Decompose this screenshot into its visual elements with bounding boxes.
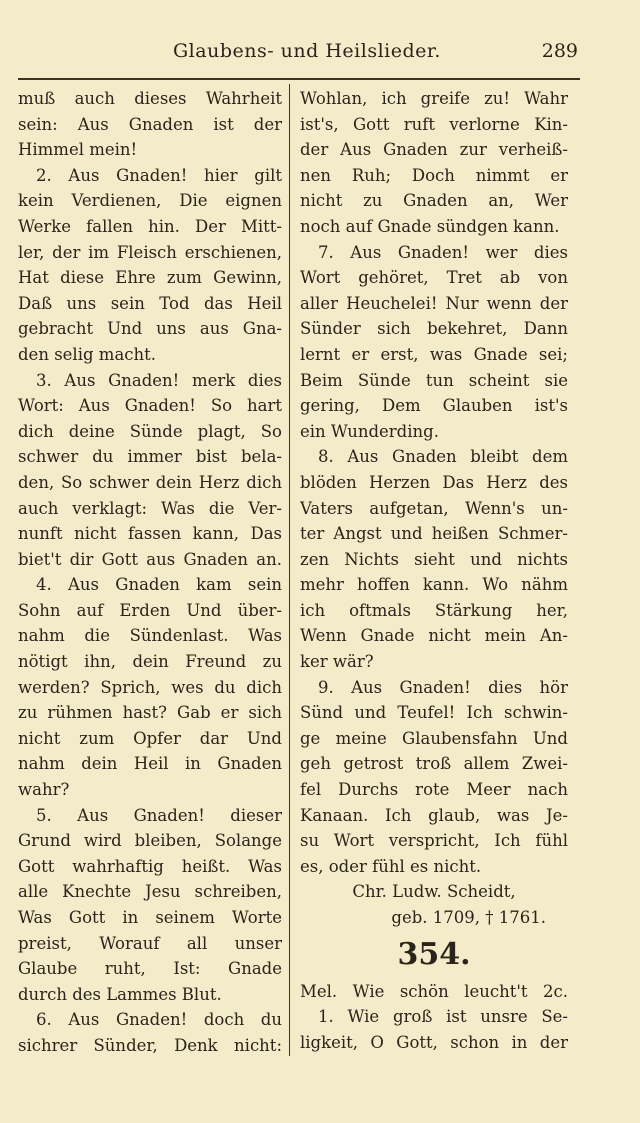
text-line: nicht zum Opfer dar Und bbox=[18, 728, 282, 748]
text-line: sein: Aus Gnaden ist der bbox=[18, 114, 282, 134]
text-line: es, oder fühl es nicht. bbox=[300, 856, 482, 876]
text-line: ler, der im Fleisch erschienen, bbox=[18, 242, 282, 262]
text-line: Hat diese Ehre zum Gewinn, bbox=[18, 268, 282, 288]
text-line: alle Knechte Jesu schreiben, bbox=[18, 882, 282, 902]
text-line: werden? Sprich, wes du dich bbox=[18, 677, 282, 697]
text-line: aller Heuchelei! Nur wenn der bbox=[300, 293, 568, 313]
text-line: gering, Dem Glauben ist's bbox=[300, 396, 568, 416]
text-line: nunft nicht fassen kann, Das bbox=[18, 524, 282, 544]
text-line: mehr hoffen kann. Wo nähm bbox=[300, 575, 568, 595]
text-line: 9. Aus Gnaden! dies hör bbox=[318, 677, 568, 697]
text-line: 4. Aus Gnaden kam sein bbox=[36, 575, 282, 595]
author-name: Chr. Ludw. Scheidt, bbox=[352, 882, 516, 902]
text-line: Wort gehöret, Tret ab von bbox=[300, 268, 568, 288]
text-line: Wohlan, ich greife zu! Wahr bbox=[300, 89, 568, 108]
text-line: ker wär? bbox=[300, 652, 374, 672]
text-line: Kanaan. Ich glaub, was Je- bbox=[300, 805, 568, 825]
text-line: geh getrost troß allem Zwei- bbox=[300, 754, 568, 774]
text-line: 2. Aus Gnaden! hier gilt bbox=[36, 165, 282, 185]
text-line: durch des Lammes Blut. bbox=[18, 984, 222, 1004]
text-line: Wort: Aus Gnaden! So hart bbox=[18, 396, 282, 416]
text-line: 8. Aus Gnaden bleibt dem bbox=[318, 447, 568, 467]
running-title: Glaubens- und Heilslieder. bbox=[173, 40, 441, 62]
text-line: nahm die Sündenlast. Was bbox=[18, 626, 282, 646]
text-line: sichrer Sünder, Denk nicht: bbox=[18, 1035, 282, 1055]
text-line: 1. Wie groß ist unsre Se- bbox=[318, 1007, 568, 1027]
text-line: 6. Aus Gnaden! doch du bbox=[36, 1010, 282, 1030]
text-line: Werke fallen hin. Der Mitt- bbox=[18, 216, 282, 236]
text-line: Vaters aufgetan, Wenn's un- bbox=[300, 498, 568, 518]
text-line: zu rühmen hast? Gab er sich bbox=[18, 703, 282, 723]
text-line: ist's, Gott ruft verlorne Kin- bbox=[300, 114, 568, 134]
text-line: nötigt ihn, dein Freund zu bbox=[18, 652, 282, 672]
author-dates: geb. 1709, † 1761. bbox=[391, 908, 546, 927]
text-line: Himmel mein! bbox=[18, 140, 138, 160]
text-line: 7. Aus Gnaden! wer dies bbox=[318, 242, 568, 262]
text-line: Sünder sich bekehret, Dann bbox=[300, 319, 568, 339]
text-line: wahr? bbox=[18, 780, 70, 800]
header-rule bbox=[18, 78, 580, 80]
text-line: ter Angst und heißen Schmer- bbox=[300, 524, 568, 544]
text-line: 3. Aus Gnaden! merk dies bbox=[36, 370, 282, 390]
text-line: Beim Sünde tun scheint sie bbox=[300, 370, 568, 390]
text-line: den selig macht. bbox=[18, 344, 157, 364]
text-line: der Aus Gnaden zur verheiß- bbox=[300, 140, 568, 160]
text-line: auch verklagt: Was die Ver- bbox=[18, 498, 282, 518]
melody-line: Mel. Wie schön leucht't 2c. bbox=[300, 981, 568, 1001]
text-line: nen Ruh; Doch nimmt er bbox=[300, 165, 568, 185]
text-line: ge meine Glaubensfahn Und bbox=[300, 728, 568, 748]
text-line: ligkeit, O Gott, schon in der bbox=[300, 1032, 568, 1052]
text-line: Sohn auf Erden Und über- bbox=[18, 600, 282, 620]
text-line: den, So schwer dein Herz dich bbox=[18, 472, 282, 492]
text-line: gebracht Und uns aus Gna- bbox=[18, 319, 282, 339]
text-line: lernt er erst, was Gnade sei; bbox=[300, 344, 568, 364]
text-line: fel Durchs rote Meer nach bbox=[300, 780, 568, 800]
text-line: su Wort verspricht, Ich fühl bbox=[300, 831, 568, 851]
text-line: nahm dein Heil in Gnaden bbox=[18, 754, 282, 774]
right-column bbox=[300, 86, 568, 1055]
text-line: kein Verdienen, Die eignen bbox=[18, 191, 282, 211]
text-line: schwer du immer bist bela- bbox=[18, 447, 282, 467]
text-line: ich oftmals Stärkung her, bbox=[300, 600, 568, 620]
text-line: zen Nichts sieht und nichts bbox=[300, 549, 568, 569]
left-column bbox=[18, 86, 282, 1059]
text-line: biet't dir Gott aus Gnaden an. bbox=[18, 549, 282, 569]
text-line: Wenn Gnade nicht mein An- bbox=[300, 626, 568, 646]
text-line: preist, Worauf all unser bbox=[18, 933, 282, 953]
text-line: Daß uns sein Tod das Heil bbox=[18, 293, 282, 313]
text-line: Grund wird bleiben, Solange bbox=[18, 831, 282, 851]
text-line: Sünd und Teufel! Ich schwin- bbox=[300, 703, 568, 723]
page-header bbox=[18, 40, 578, 74]
text-line: noch auf Gnade sündgen kann. bbox=[300, 216, 560, 236]
text-line: Glaube ruht, Ist: Gnade bbox=[18, 959, 282, 979]
hymn-number: 354. bbox=[397, 936, 471, 972]
text-line: ein Wunderding. bbox=[300, 421, 439, 441]
page-number: 289 bbox=[541, 40, 578, 62]
column-divider bbox=[289, 84, 290, 1056]
text-line: Gott wahrhaftig heißt. Was bbox=[18, 856, 282, 876]
text-line: 5. Aus Gnaden! dieser bbox=[36, 805, 282, 825]
text-line: blöden Herzen Das Herz des bbox=[300, 472, 568, 492]
text-line: Was Gott in seinem Worte bbox=[18, 908, 282, 927]
text-line: muß auch dieses Wahrheit bbox=[18, 89, 282, 108]
text-line: nicht zu Gnaden an, Wer bbox=[300, 191, 568, 211]
text-line: dich deine Sünde plagt, So bbox=[18, 421, 282, 441]
